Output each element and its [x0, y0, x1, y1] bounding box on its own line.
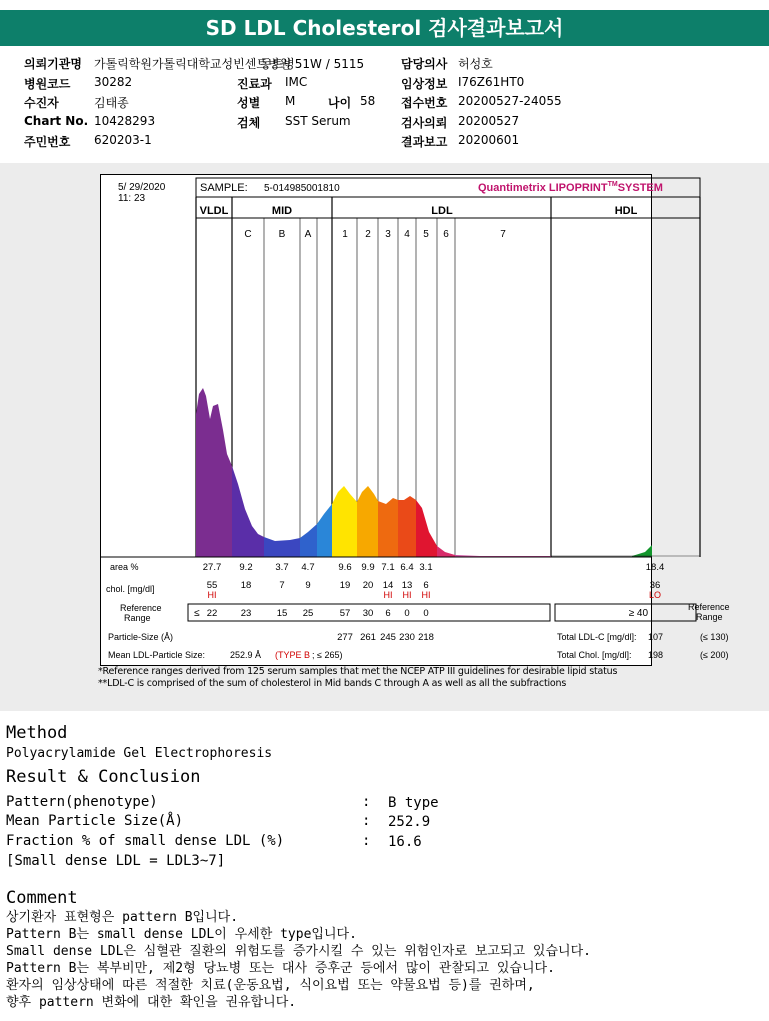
- chol-value: 20: [362, 580, 374, 591]
- mean-size-value: 252.9 Å: [230, 650, 262, 660]
- request-date-value: 20200527: [458, 114, 520, 128]
- region-mid: MID: [271, 205, 293, 217]
- specimen-label: 검체: [237, 116, 261, 130]
- referral-label: 의뢰기관명: [24, 57, 82, 71]
- hdl-chol-value: 36: [649, 580, 661, 591]
- method-heading: Method: [6, 723, 68, 743]
- chol-flag: HI: [421, 590, 431, 600]
- result-heading: Result & Conclusion: [6, 767, 201, 787]
- particle-size-value: 245: [380, 632, 396, 643]
- comment-line-3: Small dense LDL은 심혈관 질환의 위험도를 증가시킬 수 있는 위험인자로 보고되고 있습니다.: [6, 944, 591, 959]
- request-date-label: 검사의뢰: [401, 116, 448, 130]
- result-colon-2: :: [362, 813, 371, 829]
- chol-value: 14: [382, 580, 394, 591]
- mean-size-type: (TYPE B: [275, 650, 311, 660]
- comment-line-4: Pattern B는 복부비만, 제2형 당뇨병 또는 대사 증후군 등에서 많이 관찰되고 있습니다.: [6, 961, 555, 976]
- hdl-area-value: 18.4: [645, 562, 665, 573]
- region-vldl: VLDL: [199, 205, 229, 217]
- sex-label: 성별: [237, 96, 261, 110]
- age-label: 나이: [328, 96, 352, 110]
- particle-size-value: 277: [337, 632, 353, 643]
- chol-flag: HI: [383, 590, 393, 600]
- total-ldl-criterion: (≤ 130): [700, 632, 729, 642]
- report-date-label: 결과보고: [401, 135, 448, 149]
- ref-value: 25: [302, 608, 314, 619]
- area-value: 3.1: [419, 562, 433, 573]
- ref-value: 0: [404, 608, 410, 619]
- ldl2-band: [357, 486, 378, 557]
- total-chol-criterion: (≤ 200): [700, 650, 729, 660]
- mean-size-label: Mean LDL-Particle Size:: [108, 650, 206, 660]
- area-value: 4.7: [301, 562, 315, 573]
- chol-value: 13: [401, 580, 413, 591]
- ref-right-label: Reference Range: [688, 602, 730, 622]
- chol-flag: HI: [207, 590, 217, 600]
- sex-value: M: [285, 94, 296, 108]
- hdl-ref-value: ≥ 40: [628, 608, 648, 619]
- footnote-1: *Reference ranges derived from 125 serum samples that met the NCEP ATP III guidelines for desirable lipid status: [98, 666, 618, 677]
- area-row-label: area %: [110, 562, 139, 572]
- ref-value: 6: [385, 608, 391, 619]
- particle-size-value: 230: [399, 632, 415, 643]
- area-value: 7.1: [381, 562, 395, 573]
- ref-row-label: Reference Range: [120, 603, 162, 623]
- info-row-chart: [24, 114, 764, 130]
- info-row-hospital: [24, 75, 764, 91]
- region-ldl: LDL: [431, 205, 453, 217]
- ward-value: 동트병51W / 5115: [260, 57, 365, 71]
- result-pattern-value: B type: [388, 795, 439, 811]
- chol-value: 19: [339, 580, 351, 591]
- comment-line-1: 상기환자 표현형은 pattern B입니다.: [6, 910, 239, 925]
- department-label: 진료과: [237, 77, 272, 91]
- total-ldl-value: 107: [648, 632, 664, 642]
- ref-value: 23: [240, 608, 252, 619]
- hdl-chol-flag: LO: [648, 590, 662, 600]
- ldl3-band: [378, 498, 398, 557]
- lipoprint-chart: [100, 174, 730, 666]
- hospital-code-label: 병원코드: [24, 77, 71, 91]
- result-colon-3: :: [362, 833, 371, 849]
- result-note: [Small dense LDL = LDL3~7]: [6, 853, 226, 869]
- ref-prefix: ≤: [194, 608, 200, 619]
- result-size-value: 252.9: [388, 814, 431, 830]
- receipt-label: 접수번호: [401, 96, 448, 110]
- patient-name-label: 수진자: [24, 96, 59, 110]
- mean-size-criterion: ; ≤ 265): [312, 650, 343, 660]
- ref-value: 0: [423, 608, 429, 619]
- ref-value: 22: [206, 608, 218, 619]
- hospital-code-value: 30282: [94, 75, 133, 89]
- chol-value: 18: [240, 580, 252, 591]
- subband-label-3: 3: [385, 229, 391, 240]
- total-chol-label: Total Chol. [mg/dl]:: [557, 650, 632, 660]
- resident-no-value: 620203-1: [94, 133, 152, 147]
- chart-no-value: 10428293: [94, 114, 156, 128]
- doctor-value: 허성호: [458, 57, 493, 71]
- subband-label-A: A: [304, 229, 312, 240]
- chart-no-label: Chart No.: [24, 114, 89, 128]
- sample-label: SAMPLE:: [200, 182, 248, 194]
- comment-line-2: Pattern B는 small dense LDL이 우세한 type입니다.: [6, 927, 357, 942]
- method-text: Polyacrylamide Gel Electrophoresis: [6, 746, 273, 761]
- sample-id: 5-014985001810: [264, 183, 340, 194]
- total-ldl-label: Total LDL-C [mg/dl]:: [557, 632, 637, 642]
- result-colon-1: :: [362, 794, 371, 810]
- result-fraction-value: 16.6: [388, 834, 422, 850]
- run-time: 11: 23: [118, 193, 146, 204]
- clinical-info-label: 임상정보: [401, 77, 448, 91]
- brand-name: Quantimetrix LIPOPRINT™SYSTEM: [478, 181, 663, 194]
- specimen-value: SST Serum: [285, 114, 351, 128]
- ref-value: 57: [339, 608, 351, 619]
- age-value: 58: [360, 94, 376, 108]
- patient-name-value: 김태종: [94, 96, 129, 110]
- result-size-label: Mean Particle Size(Å): [6, 813, 184, 829]
- report-date-value: 20200601: [458, 133, 520, 147]
- particle-size-value: 261: [360, 632, 376, 643]
- result-fraction-label: Fraction % of small dense LDL (%): [6, 833, 285, 849]
- area-value: 9.6: [338, 562, 352, 573]
- footnote-2: **LDL-C is comprised of the sum of cholesterol in Mid bands C through A as well as all the subfractions: [98, 678, 567, 689]
- subband-label-C: C: [244, 229, 252, 240]
- run-date: 5/ 29/2020: [118, 182, 166, 193]
- subband-label-2: 2: [365, 229, 371, 240]
- comment-line-6: 향후 pattern 변화에 대한 확인을 권유합니다.: [6, 995, 297, 1010]
- department-value: IMC: [285, 75, 308, 89]
- particle-size-label: Particle-Size (Å): [108, 632, 174, 642]
- subband-label-5: 5: [423, 229, 429, 240]
- info-row-referral: [24, 55, 764, 71]
- chol-flag: HI: [402, 590, 412, 600]
- area-value: 6.4: [400, 562, 414, 573]
- particle-size-value: 218: [418, 632, 434, 643]
- chol-value: 7: [279, 580, 285, 591]
- report-title: SD LDL Cholesterol 검사결과보고서: [0, 10, 769, 46]
- ref-value: 30: [362, 608, 374, 619]
- subband-label-7: 7: [500, 229, 506, 240]
- referral-value: 가톨릭학원가톨릭대학교성빈센트병원: [94, 57, 292, 71]
- subband-label-6: 6: [443, 229, 449, 240]
- ref-value: 15: [276, 608, 288, 619]
- subband-label-B: B: [278, 229, 286, 240]
- lipoprint-report: [100, 174, 730, 666]
- chol-value: 9: [305, 580, 311, 591]
- subband-label-1: 1: [342, 229, 348, 240]
- comment-heading: Comment: [6, 888, 78, 908]
- chart-frame: [101, 175, 652, 666]
- comment-line-5: 환자의 임상상태에 따른 적절한 치료(운동요법, 식이요법 또는 약물요법 등)를 권하며,: [6, 978, 535, 993]
- info-row-patient: [24, 94, 764, 110]
- resident-no-label: 주민번호: [24, 135, 71, 149]
- ldl4-band: [398, 496, 416, 557]
- area-value: 27.7: [202, 562, 222, 573]
- result-pattern-label: Pattern(phenotype): [6, 794, 158, 810]
- receipt-value: 20200527-24055: [458, 94, 562, 108]
- area-value: 3.7: [275, 562, 289, 573]
- clinical-info-value: I76Z61HT0: [458, 75, 525, 89]
- area-value: 9.2: [239, 562, 253, 573]
- info-row-id: [24, 133, 764, 149]
- chol-value: 6: [423, 580, 429, 591]
- doctor-label: 담당의사: [401, 57, 448, 71]
- region-hdl: HDL: [614, 205, 638, 217]
- area-value: 9.9: [361, 562, 375, 573]
- chol-row-label: chol. [mg/dl]: [106, 584, 155, 594]
- total-chol-value: 198: [648, 650, 664, 660]
- subband-label-4: 4: [404, 229, 410, 240]
- chol-value: 55: [206, 580, 218, 591]
